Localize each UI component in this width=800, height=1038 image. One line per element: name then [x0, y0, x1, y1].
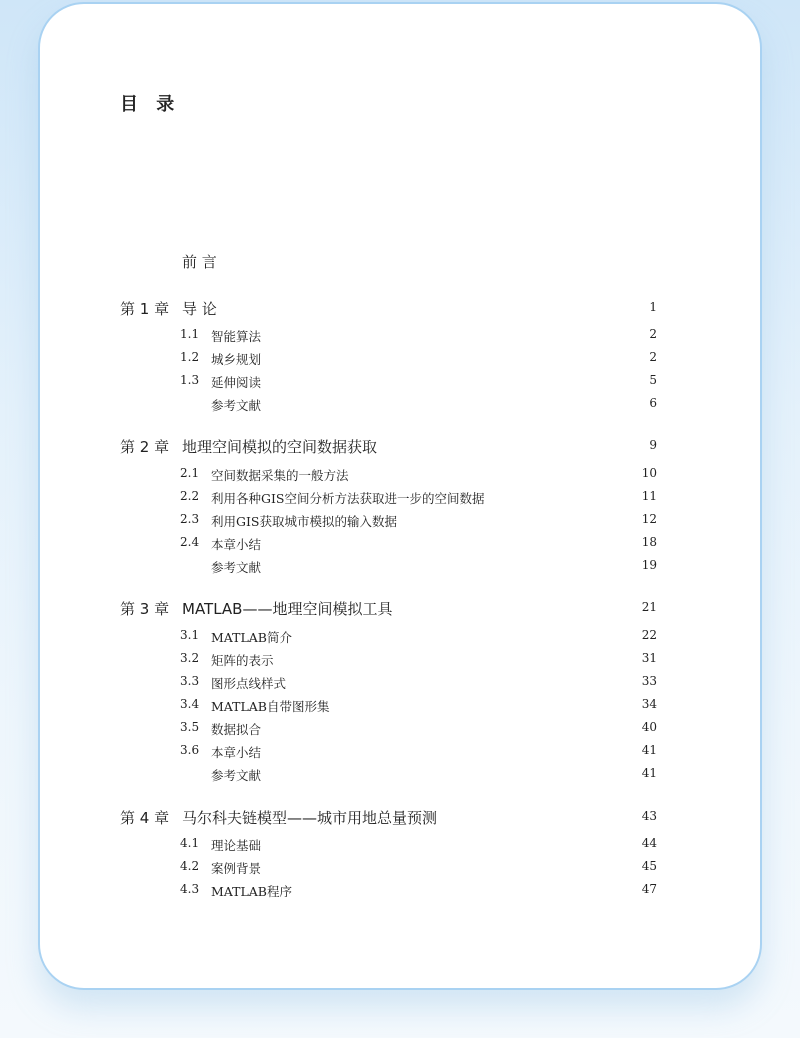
- section-page: 47: [641, 882, 657, 896]
- section-title: 图形点线样式: [211, 676, 287, 691]
- section-page: 44: [641, 836, 657, 850]
- section-title: 本章小结: [211, 745, 262, 760]
- chapter-page: 43: [641, 809, 657, 823]
- toc-section[interactable]: [0, 466, 800, 486]
- toc-section[interactable]: [0, 836, 800, 856]
- section-number: 1.1: [180, 327, 200, 341]
- section-number: 1.2: [180, 350, 200, 364]
- section-title: MATLAB简介: [211, 630, 292, 645]
- toc-section[interactable]: [0, 882, 800, 902]
- preface-entry[interactable]: 前 言: [182, 253, 217, 271]
- section-number: 3.4: [180, 697, 200, 711]
- section-title: 矩阵的表示: [211, 653, 274, 668]
- page-title: 目 录: [120, 94, 181, 115]
- section-number: 4.1: [180, 836, 200, 850]
- chapter-title: 马尔科夫链模型——城市用地总量预测: [182, 809, 438, 827]
- toc-section[interactable]: [0, 628, 800, 648]
- toc-chapter-1[interactable]: [0, 298, 800, 318]
- section-title: 参考文献: [211, 398, 262, 413]
- section-number: 3.2: [180, 651, 200, 665]
- section-title: 参考文献: [211, 560, 262, 575]
- section-title: 理论基础: [211, 838, 262, 853]
- toc-section[interactable]: [0, 766, 800, 786]
- toc-section[interactable]: [0, 489, 800, 509]
- section-title: 城乡规划: [211, 352, 262, 367]
- section-number: 3.6: [180, 743, 200, 757]
- section-page: 11: [641, 489, 657, 503]
- toc-section[interactable]: [0, 697, 800, 717]
- section-title: 参考文献: [211, 768, 262, 783]
- section-page: 5: [649, 373, 657, 387]
- toc-section[interactable]: [0, 720, 800, 740]
- section-number: 4.2: [180, 859, 200, 873]
- section-number: 3.1: [180, 628, 200, 642]
- toc-section[interactable]: [0, 396, 800, 416]
- toc-section[interactable]: [0, 558, 800, 578]
- section-title: 数据拟合: [211, 722, 262, 737]
- section-number: 2.2: [180, 489, 200, 503]
- toc-section[interactable]: [0, 373, 800, 393]
- section-title: 利用各种GIS空间分析方法获取进一步的空间数据: [211, 491, 485, 506]
- toc-section[interactable]: [0, 674, 800, 694]
- section-number: 4.3: [180, 882, 200, 896]
- toc-section[interactable]: [0, 350, 800, 370]
- section-title: 智能算法: [211, 329, 262, 344]
- chapter-title: 导 论: [182, 300, 217, 318]
- section-title: 案例背景: [211, 861, 262, 876]
- section-page: 33: [641, 674, 657, 688]
- toc-chapter-2[interactable]: [0, 436, 800, 456]
- section-page: 22: [641, 628, 657, 642]
- chapter-number: 第 4 章: [120, 809, 170, 827]
- section-page: 12: [641, 512, 657, 526]
- section-number: 3.5: [180, 720, 200, 734]
- chapter-number: 第 2 章: [120, 438, 170, 456]
- chapter-page: 21: [641, 600, 657, 614]
- section-title: MATLAB程序: [211, 884, 292, 899]
- chapter-number: 第 3 章: [120, 600, 170, 618]
- section-page: 41: [641, 743, 657, 757]
- section-page: 31: [641, 651, 657, 665]
- section-number: 2.1: [180, 466, 200, 480]
- toc-section[interactable]: [0, 535, 800, 555]
- toc-section[interactable]: [0, 512, 800, 532]
- toc-section[interactable]: [0, 859, 800, 879]
- section-page: 18: [641, 535, 657, 549]
- section-page: 34: [641, 697, 657, 711]
- section-page: 2: [649, 327, 657, 341]
- section-number: 2.3: [180, 512, 200, 526]
- toc-section[interactable]: [0, 651, 800, 671]
- chapter-page: 1: [649, 300, 657, 314]
- chapter-title: 地理空间模拟的空间数据获取: [182, 438, 378, 456]
- chapter-page: 9: [649, 438, 657, 452]
- section-title: 利用GIS获取城市模拟的输入数据: [211, 514, 397, 529]
- section-page: 19: [641, 558, 657, 572]
- toc-chapter-4[interactable]: [0, 807, 800, 827]
- section-page: 6: [649, 396, 657, 410]
- section-title: 延伸阅读: [211, 375, 262, 390]
- toc-chapter-3[interactable]: [0, 598, 800, 618]
- section-page: 40: [641, 720, 657, 734]
- section-title: 本章小结: [211, 537, 262, 552]
- section-page: 10: [641, 466, 657, 480]
- chapter-number: 第 1 章: [120, 300, 170, 318]
- section-page: 2: [649, 350, 657, 364]
- section-title: MATLAB自带图形集: [211, 699, 330, 714]
- section-number: 1.3: [180, 373, 200, 387]
- toc-section[interactable]: [0, 327, 800, 347]
- section-number: 2.4: [180, 535, 200, 549]
- chapter-title: MATLAB——地理空间模拟工具: [182, 600, 393, 618]
- toc-section[interactable]: [0, 743, 800, 763]
- section-page: 45: [641, 859, 657, 873]
- section-page: 41: [641, 766, 657, 780]
- section-title: 空间数据采集的一般方法: [211, 468, 349, 483]
- section-number: 3.3: [180, 674, 200, 688]
